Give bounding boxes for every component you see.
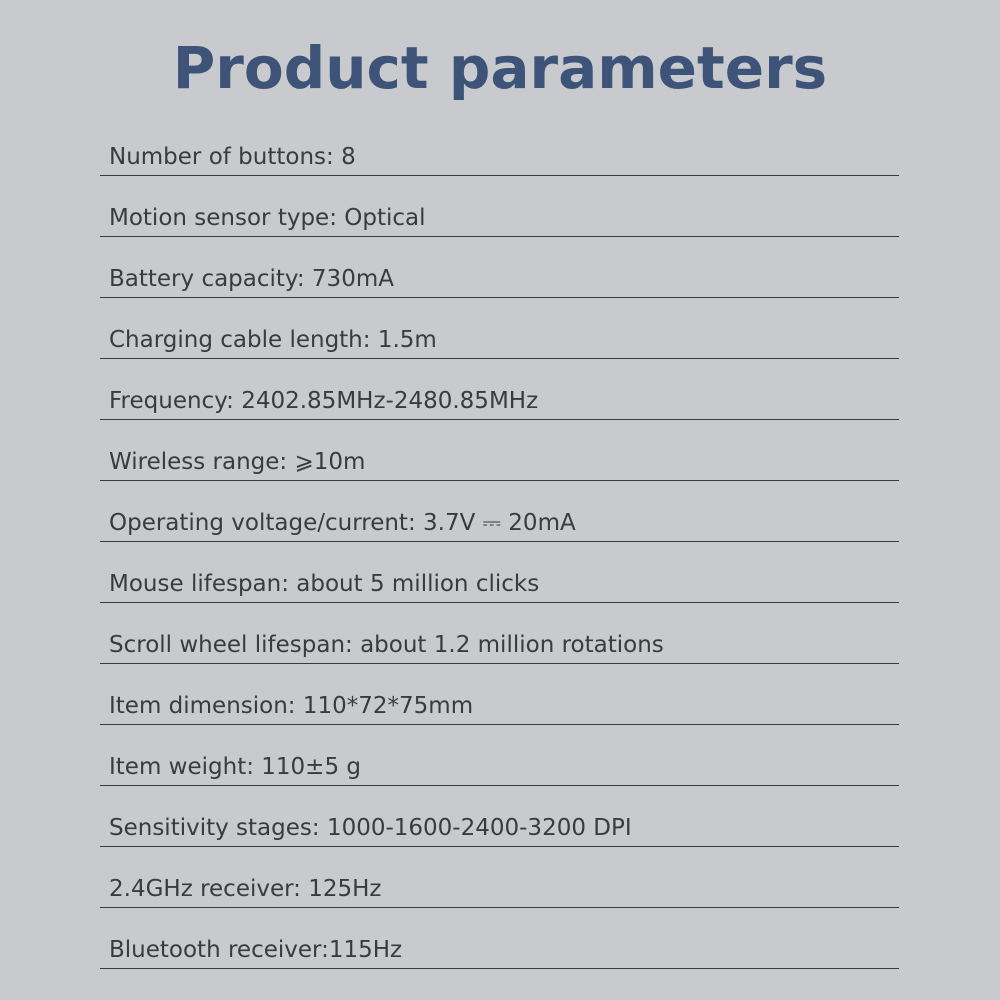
param-sensitivity-stages: Sensitivity stages: 1000-1600-2400-3200 DPI <box>100 786 899 847</box>
param-wireless-range: Wireless range: ⩾10m <box>100 420 899 481</box>
page-title: Product parameters <box>172 34 828 102</box>
param-item-weight: Item weight: 110±5 g <box>100 725 899 786</box>
param-motion-sensor-type: Motion sensor type: Optical <box>100 176 899 237</box>
param-2-4ghz-receiver: 2.4GHz receiver: 125Hz <box>100 847 899 908</box>
parameter-list <box>100 145 899 969</box>
param-frequency: Frequency: 2402.85MHz-2480.85MHz <box>100 359 899 420</box>
param-scroll-wheel-lifespan: Scroll wheel lifespan: about 1.2 million rotations <box>100 603 899 664</box>
param-bluetooth-receiver: Bluetooth receiver:115Hz <box>100 908 899 969</box>
param-number-of-buttons: Number of buttons: 8 <box>100 145 899 176</box>
param-operating-voltage-current: Operating voltage/current: 3.7V ⎓ 20mA <box>100 481 899 542</box>
param-charging-cable-length: Charging cable length: 1.5m <box>100 298 899 359</box>
param-mouse-lifespan: Mouse lifespan: about 5 million clicks <box>100 542 899 603</box>
param-battery-capacity: Battery capacity: 730mA <box>100 237 899 298</box>
param-item-dimension: Item dimension: 110*72*75mm <box>100 664 899 725</box>
